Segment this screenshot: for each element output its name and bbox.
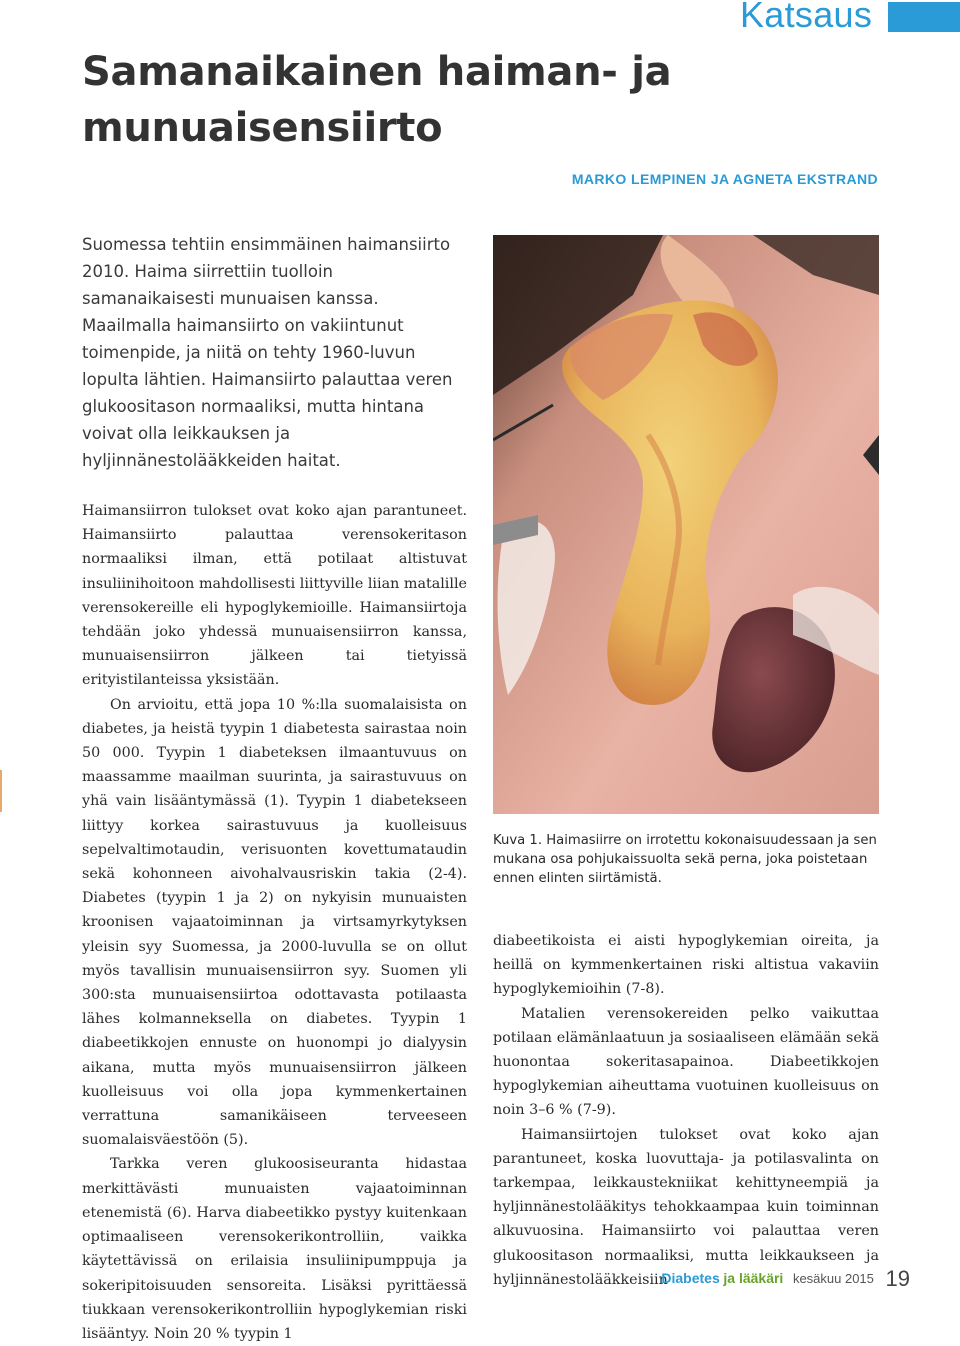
author-byline: MARKO LEMPINEN JA AGNETA EKSTRAND [571,171,878,187]
margin-marker [0,770,2,812]
pancreas-graft-illustration [493,235,879,814]
lead-paragraph: Suomessa tehtiin ensimmäinen haimansiirto 2010. Haima siirrettiin tuolloin samanaikaisesti munuaisen kanssa. Maailmalla haimansiirto on vakiintunut toimenpide, ja niitä on tehty 1960-luvun lopulta lähtien. Haimansiirto palauttaa veren glukoositason normaaliksi, mutta hintana voivat olla leikkauksen ja hyljinnänestolääkkeiden haitat. [82,235,453,470]
surgical-photo [493,235,879,814]
issue-date: kesäkuu 2015 [792,1271,874,1286]
magazine-name-part2: ja lääkäri [723,1270,784,1286]
body-column-right [493,929,879,1292]
body-paragraph: Tarkka veren glukoosiseuranta hidastaa merkittävästi munuaisten vajaatoiminnan etenemistä (6). Harva diabeetikko pystyy kuitenkaan optimaaliseen verensokerikontrolliin, vaikka käytettävissä on erilaisia insuliinipumppuja ja sokeripitoisuuden sensoreita. Lisäksi pyrittäessä tiukkaan verensokerikontrolliin hypoglykemian riski lisääntyy. Noin 20 % tyypin 1 [82,1156,467,1342]
title-line-2: munuaisensiirto [82,105,443,151]
body-paragraph: Haimansiirtojen tulokset ovat koko ajan parantuneet, koska luovuttaja- ja potilasvalinta on tarkempaa, leikkaustekniikat kehittyneempiä ja hyljinnänestolääkitys tehokkaampaa kuin toiminnan alkuvuosina. Haimansiirto voi palauttaa veren glukoositason normaaliksi, mutta leikkaukseen ja hyljinnänestolääkkeisiin [493,1126,879,1288]
article-title [82,44,782,156]
page-footer [661,1266,910,1292]
body-paragraph: Matalien verensokereiden pelko vaikuttaa potilaan elämänlaatuun ja sosiaaliseen elämään sekä huonontaa sokeritasapainoa. Diabeetikkojen hypoglykemian aiheuttama vuotuinen kuolleisuus on noin 3–6 % (7-9). [493,1005,879,1119]
body-paragraph: Haimansiirron tulokset ovat koko ajan parantuneet. Haimansiirto palauttaa verensokeritason normaaliksi ilman, että potilaat altistuvat insuliinihoitoon mahdollisesti liittyville liian matalille verensokereille eli hypoglykemioille. Haimansiirtoja tehdään joko yhdessä munuaisensiirron kanssa, munuaisensiirron jälkeen tai tietyissä erityistilanteissa yksistään. [82,503,467,689]
body-column-left [82,499,467,1346]
section-label: Katsaus [740,0,873,35]
magazine-name-part1: Diabetes [661,1270,720,1286]
body-paragraph: On arvioitu, että jopa 10 %:lla suomalaisista on diabetes, ja heistä tyypin 1 diabetesta sairastaa noin 50 000. Tyypin 1 diabeteksen ilmaantuvuus on maassamme maailman suurinta, ja sairastuvuus on yhä vain lisääntymässä (1). Tyypin 1 diabetekseen liittyy korkea sairastuvuus ja kuolleisuus sepelvaltimotaudin, verisuonten kovettumataudin sekä kohonneen aivohalvausriskin takia (2-4). Diabetes (tyypin 1 ja 2) on nykyisin munuaisten kroonisen vajaatoiminnan ja virtsamyrkytyksen yleisin syy Suomessa, ja 2000-luvulla se on ollut myös tavallisin munuaisensiirron syy. Suomen yli 300:sta munuaisensiirtoa odottavasta potilaasta lähes kolmanneksella on diabetes. Tyypin 1 diabeetikkojen ennuste on huonompi jo dialyysin aikana, mutta myös munuaisensiirron jälkeen kuolleisuus voi olla jopa kymmenkertainen verrattuna samanikäiseen terveeseen suomalaisväestöön (5). [82,696,467,1149]
figure-caption: Kuva 1. Haimasiirre on irrotettu kokonaisuudessaan ja sen mukana osa pohjukaissuolta sekä perna, joka poistetaan ennen elinten siirtämistä. [493,833,877,886]
page-number: 19 [885,1266,910,1291]
title-line-1: Samanaikainen haiman- ja [82,49,672,95]
section-color-bar [888,2,960,32]
body-paragraph: diabeetikoista ei aisti hypoglykemian oireita, ja heillä on kymmenkertainen riski altistua vakaviin hypoglykemioihin (7-8). [493,933,879,998]
